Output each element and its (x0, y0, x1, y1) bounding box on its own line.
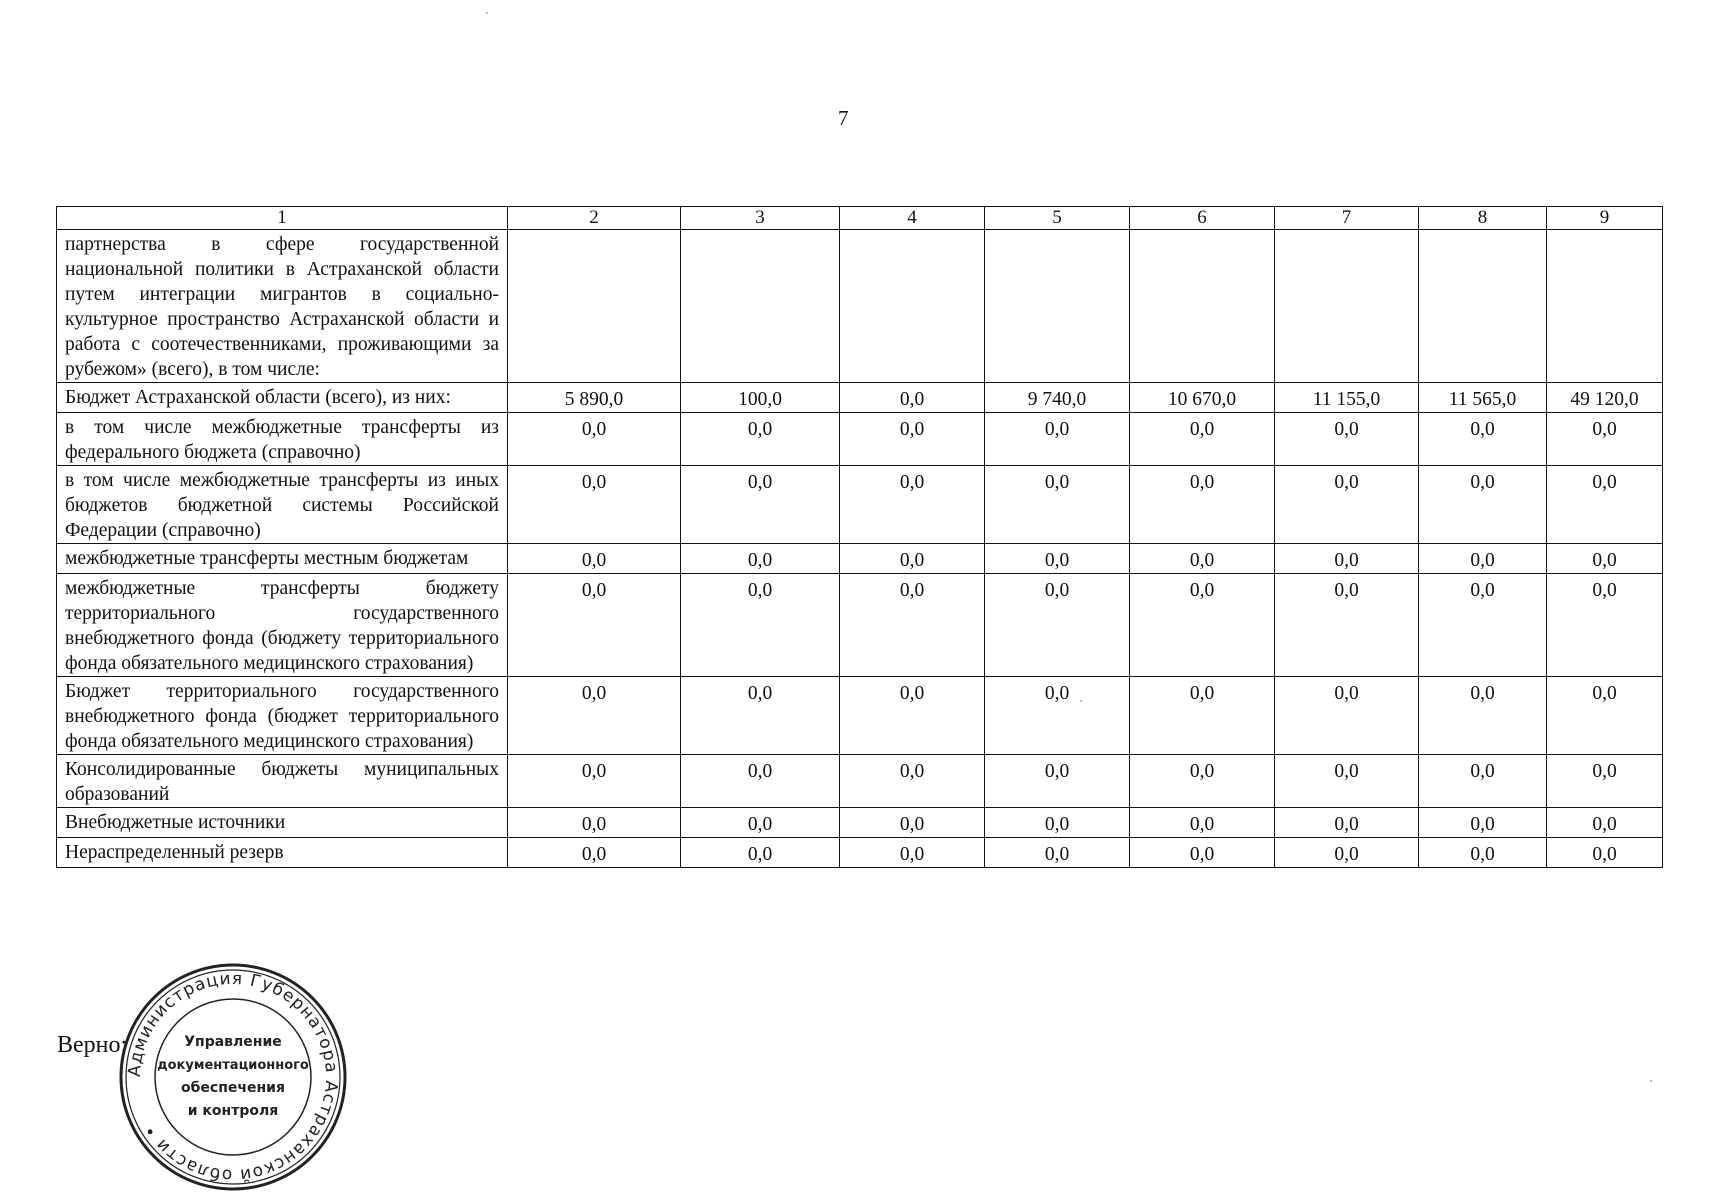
table-cell: 0,0 (681, 413, 840, 466)
table-cell: 0,0 (508, 677, 681, 755)
column-header: 7 (1275, 207, 1419, 230)
stamp-inner-line: обеспечения (181, 1080, 285, 1096)
row-label: Нераспределенный резерв (57, 838, 508, 868)
stamp-inner-line: документационного (157, 1058, 309, 1073)
table-cell: 0,0 (840, 838, 985, 868)
table-row (57, 230, 1663, 383)
table-cell: 0,0 (985, 755, 1130, 808)
table-cell (1547, 230, 1663, 383)
table-row (57, 413, 1663, 466)
table-cell: 0,0 (1275, 808, 1419, 838)
table-cell: 0,0 (1419, 466, 1547, 544)
scan-speck (1650, 1080, 1652, 1082)
table-row (57, 544, 1663, 574)
scan-speck (486, 12, 488, 14)
table-cell: 0,0 (681, 544, 840, 574)
table-cell: 0,0 (985, 838, 1130, 868)
table-cell: 0,0 (840, 574, 985, 677)
row-label: Консолидированные бюджеты муниципальных образований (57, 755, 508, 808)
table-body (57, 230, 1663, 868)
table-cell (1130, 230, 1275, 383)
table-cell: 0,0 (1275, 755, 1419, 808)
scan-speck (1080, 700, 1082, 702)
table-cell: 11 565,0 (1419, 383, 1547, 413)
stamp-outer-text: Администрация Губернатора Астраханской области • (124, 968, 342, 1186)
stamp-inner-line: Управление (184, 1034, 282, 1050)
table-row (57, 755, 1663, 808)
row-label: Бюджет территориального государственного внебюджетного фонда (бюджет территориального фонда обязательного медицинского страхования) (57, 677, 508, 755)
column-header: 4 (840, 207, 985, 230)
table-cell: 0,0 (1275, 838, 1419, 868)
table-cell: 0,0 (508, 755, 681, 808)
table-cell: 0,0 (985, 466, 1130, 544)
table-cell (508, 230, 681, 383)
table-cell: 0,0 (681, 677, 840, 755)
table-cell: 0,0 (1275, 466, 1419, 544)
table-row (57, 466, 1663, 544)
table-cell: 0,0 (1275, 574, 1419, 677)
row-label: в том числе межбюджетные трансферты из иных бюджетов бюджетной системы Российской Федерации (справочно) (57, 466, 508, 544)
table-cell: 0,0 (985, 413, 1130, 466)
table-cell: 0,0 (840, 383, 985, 413)
table-cell: 0,0 (681, 574, 840, 677)
row-label: межбюджетные трансферты местным бюджетам (57, 544, 508, 574)
table-cell: 0,0 (508, 413, 681, 466)
table-cell: 0,0 (1419, 838, 1547, 868)
row-label: межбюджетные трансферты бюджету территориального государственного внебюджетного фонда (бюджету территориального фонда обязательного медицинского страхования) (57, 574, 508, 677)
table-cell: 0,0 (1130, 544, 1275, 574)
table-cell: 0,0 (1275, 413, 1419, 466)
row-label: партнерства в сфере государственной национальной политики в Астраханской области путем интеграции мигрантов в социально-культурное пространство Астраханской области и работа с соотечественниками, проживающими за рубежом» (всего), в том числе: (57, 230, 508, 383)
table-row (57, 838, 1663, 868)
table-cell: 0,0 (985, 677, 1130, 755)
table-cell (1275, 230, 1419, 383)
table-cell: 0,0 (1419, 574, 1547, 677)
table-cell: 0,0 (1419, 755, 1547, 808)
table-cell (840, 230, 985, 383)
table-cell: 10 670,0 (1130, 383, 1275, 413)
column-header: 8 (1419, 207, 1547, 230)
table-cell: 0,0 (1130, 838, 1275, 868)
column-header: 1 (57, 207, 508, 230)
column-header: 2 (508, 207, 681, 230)
page-number: 7 (838, 106, 849, 130)
budget-table (56, 206, 1663, 868)
stamp-inner-ring (155, 999, 311, 1155)
table-cell: 0,0 (1547, 544, 1663, 574)
table-cell: 100,0 (681, 383, 840, 413)
verno-label: Верно: (57, 1032, 128, 1058)
table-cell: 0,0 (1130, 413, 1275, 466)
table-header-row (57, 207, 1663, 230)
column-header: 9 (1547, 207, 1663, 230)
table-cell: 0,0 (1130, 808, 1275, 838)
table-cell: 9 740,0 (985, 383, 1130, 413)
row-label: в том числе межбюджетные трансферты из федерального бюджета (справочно) (57, 413, 508, 466)
table-cell: 0,0 (840, 808, 985, 838)
table-cell: 0,0 (508, 544, 681, 574)
table-row (57, 383, 1663, 413)
table-cell: 0,0 (508, 838, 681, 868)
table-cell: 49 120,0 (1547, 383, 1663, 413)
table-row (57, 677, 1663, 755)
table-cell: 0,0 (1419, 544, 1547, 574)
table-cell: 0,0 (1275, 544, 1419, 574)
row-label: Бюджет Астраханской области (всего), из них: (57, 383, 508, 413)
table-cell: 0,0 (985, 544, 1130, 574)
table-row (57, 808, 1663, 838)
table-cell: 0,0 (508, 466, 681, 544)
table-cell: 0,0 (508, 808, 681, 838)
table-cell: 0,0 (508, 574, 681, 677)
table-cell: 0,0 (1547, 755, 1663, 808)
column-header: 5 (985, 207, 1130, 230)
table-cell: 0,0 (840, 413, 985, 466)
table-cell: 11 155,0 (1275, 383, 1419, 413)
table-row (57, 574, 1663, 677)
table-cell (985, 230, 1130, 383)
table-cell: 0,0 (840, 466, 985, 544)
table-cell: 0,0 (1547, 466, 1663, 544)
table-cell: 0,0 (1547, 808, 1663, 838)
table-cell: 0,0 (681, 755, 840, 808)
table-cell: 0,0 (1275, 677, 1419, 755)
stamp-inner-line: и контроля (187, 1103, 279, 1119)
table-cell: 0,0 (1130, 677, 1275, 755)
table-cell: 0,0 (1547, 574, 1663, 677)
table-cell: 5 890,0 (508, 383, 681, 413)
table-cell (681, 230, 840, 383)
table-cell: 0,0 (985, 574, 1130, 677)
column-header: 6 (1130, 207, 1275, 230)
table-cell: 0,0 (1130, 466, 1275, 544)
column-header: 3 (681, 207, 840, 230)
table-cell: 0,0 (1547, 838, 1663, 868)
table-cell: 0,0 (1130, 755, 1275, 808)
table-cell: 0,0 (1130, 574, 1275, 677)
table-cell: 0,0 (840, 544, 985, 574)
table-cell: 0,0 (840, 677, 985, 755)
table-cell: 0,0 (840, 755, 985, 808)
table-cell: 0,0 (681, 808, 840, 838)
table-cell: 0,0 (681, 466, 840, 544)
table-cell: 0,0 (1547, 677, 1663, 755)
table-cell: 0,0 (1419, 413, 1547, 466)
table-cell: 0,0 (985, 808, 1130, 838)
table-cell: 0,0 (681, 838, 840, 868)
row-label: Внебюджетные источники (57, 808, 508, 838)
table-cell (1419, 230, 1547, 383)
table-cell: 0,0 (1419, 808, 1547, 838)
table-cell: 0,0 (1547, 413, 1663, 466)
table-cell: 0,0 (1419, 677, 1547, 755)
official-stamp (118, 962, 348, 1192)
